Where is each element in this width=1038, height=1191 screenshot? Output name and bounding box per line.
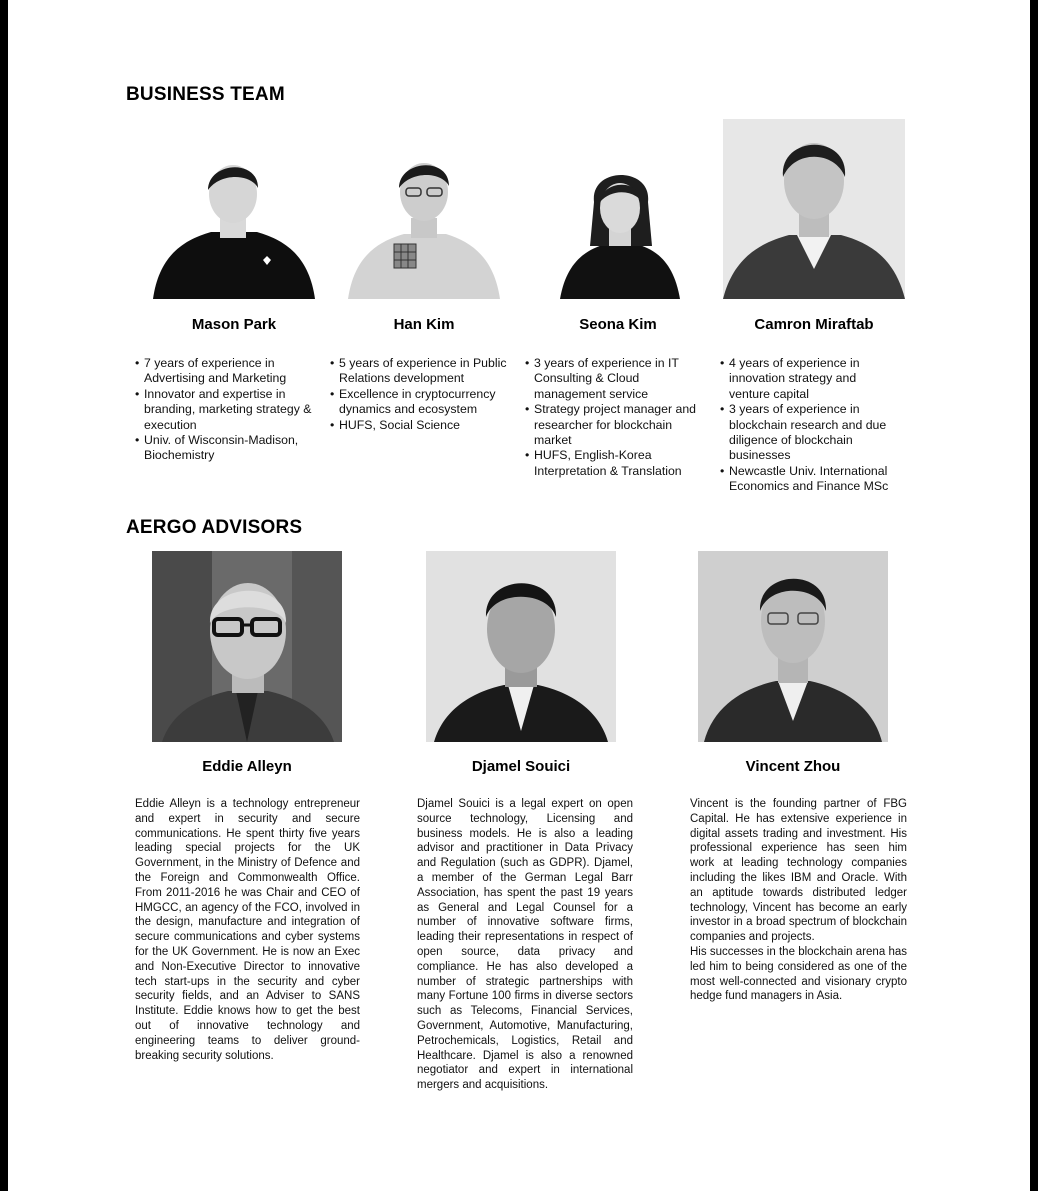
djamel-souici-photo bbox=[426, 551, 616, 742]
vincent-zhou-bio-paragraph-2: His successes in the blockchain arena has led him to being considered as one of the most well-connected and visionary crypto hedge fund managers in Asia. bbox=[690, 945, 907, 1003]
list-item: • 3 years of experience in IT Consulting & Cloud management service bbox=[525, 356, 707, 402]
list-item: • Univ. of Wisconsin-Madison, Biochemistry bbox=[135, 433, 325, 464]
list-item: • 5 years of experience in Public Relations development bbox=[330, 356, 520, 387]
han-kim-name: Han Kim bbox=[393, 316, 455, 333]
document-page bbox=[8, 0, 1030, 1191]
vincent-zhou-name: Vincent Zhou bbox=[745, 758, 841, 775]
list-item: • Innovator and expertise in branding, marketing strategy & execution bbox=[135, 387, 325, 433]
camron-miraftab-name: Camron Miraftab bbox=[754, 316, 874, 333]
vincent-zhou-bio-paragraph-1: Vincent is the founding partner of FBG Capital. He has extensive experience in digital assets trading and investment. His professional experience has seen him work at leading technology companies including the likes IBM and Oracle. With an aptitude towards distributed ledger technology, Vincent has become an early investor in a broad spectrum of blockchain companies and projects. bbox=[690, 798, 907, 944]
eddie-alleyn-photo bbox=[152, 551, 342, 742]
mason-park-bullets bbox=[135, 356, 325, 464]
advisors-heading: AERGO ADVISORS bbox=[126, 517, 303, 538]
vincent-zhou-bio bbox=[690, 797, 907, 1004]
han-kim-photo bbox=[348, 152, 500, 299]
mason-park-name: Mason Park bbox=[191, 316, 277, 333]
eddie-alleyn-name: Eddie Alleyn bbox=[202, 758, 292, 775]
list-item: • 3 years of experience in blockchain research and due diligence of blockchain businesses bbox=[720, 402, 900, 464]
list-item: • HUFS, Social Science bbox=[330, 418, 520, 433]
list-item: • Strategy project manager and researcher for blockchain market bbox=[525, 402, 707, 448]
seona-kim-name: Seona Kim bbox=[579, 316, 657, 333]
list-item: • Excellence in cryptocurrency dynamics and ecosystem bbox=[330, 387, 520, 418]
list-item: • 7 years of experience in Advertising and Marketing bbox=[135, 356, 325, 387]
mason-park-photo bbox=[153, 152, 315, 299]
seona-kim-photo bbox=[560, 164, 680, 299]
seona-kim-bullets bbox=[525, 356, 707, 479]
business-team-heading: BUSINESS TEAM bbox=[126, 84, 285, 105]
djamel-souici-name: Djamel Souici bbox=[471, 758, 571, 775]
list-item: • 4 years of experience in innovation strategy and venture capital bbox=[720, 356, 900, 402]
han-kim-bullets bbox=[330, 356, 520, 433]
list-item: • HUFS, English-Korea Interpretation & Translation bbox=[525, 448, 707, 479]
camron-miraftab-photo bbox=[723, 119, 905, 299]
djamel-souici-bio: Djamel Souici is a legal expert on open source technology, Licensing and business models. He is also a leading advisor and practitioner in Data Privacy and Regulation (such as GDPR). Djamel, a member of the German Legal Barr Association, has spent the past 19 years as General and Legal Counsel for a number of innovative software firms, leading their representations in respect of open source, data privacy and compliance. He has also developed a number of strategic partnerships with many Fortune 100 firms in diverse sectors such as Telecoms, Financial Services, Government, Automotive, Manufacturing, Petrochemicals, Logistics, Retail and Healthcare. Djamel is also a renowned negotiator and expert in international mergers and acquisitions. bbox=[417, 798, 633, 1092]
list-item: • Newcastle Univ. International Economics and Finance MSc bbox=[720, 464, 900, 495]
camron-miraftab-bullets bbox=[720, 356, 900, 495]
eddie-alleyn-bio: Eddie Alleyn is a technology entrepreneur and expert in security and secure communications. He spent thirty five years leading special projects for the UK Government, in the Ministry of Defence and the Foreign and Commonwealth Office. From 2011-2016 he was Chair and CEO of HMGCC, an agency of the FCO, involved in the design, manufacture and integration of secure communications and cyber systems for the UK Government. He is now an Exec and Non-Executive Director to innovative tech start-ups in the security and cyber security fields, and an Adviser to SANS Institute. Eddie knows how to get the best out of innovative technology and engineering teams to deliver ground-breaking security solutions. bbox=[135, 798, 360, 1062]
vincent-zhou-photo bbox=[698, 551, 888, 742]
